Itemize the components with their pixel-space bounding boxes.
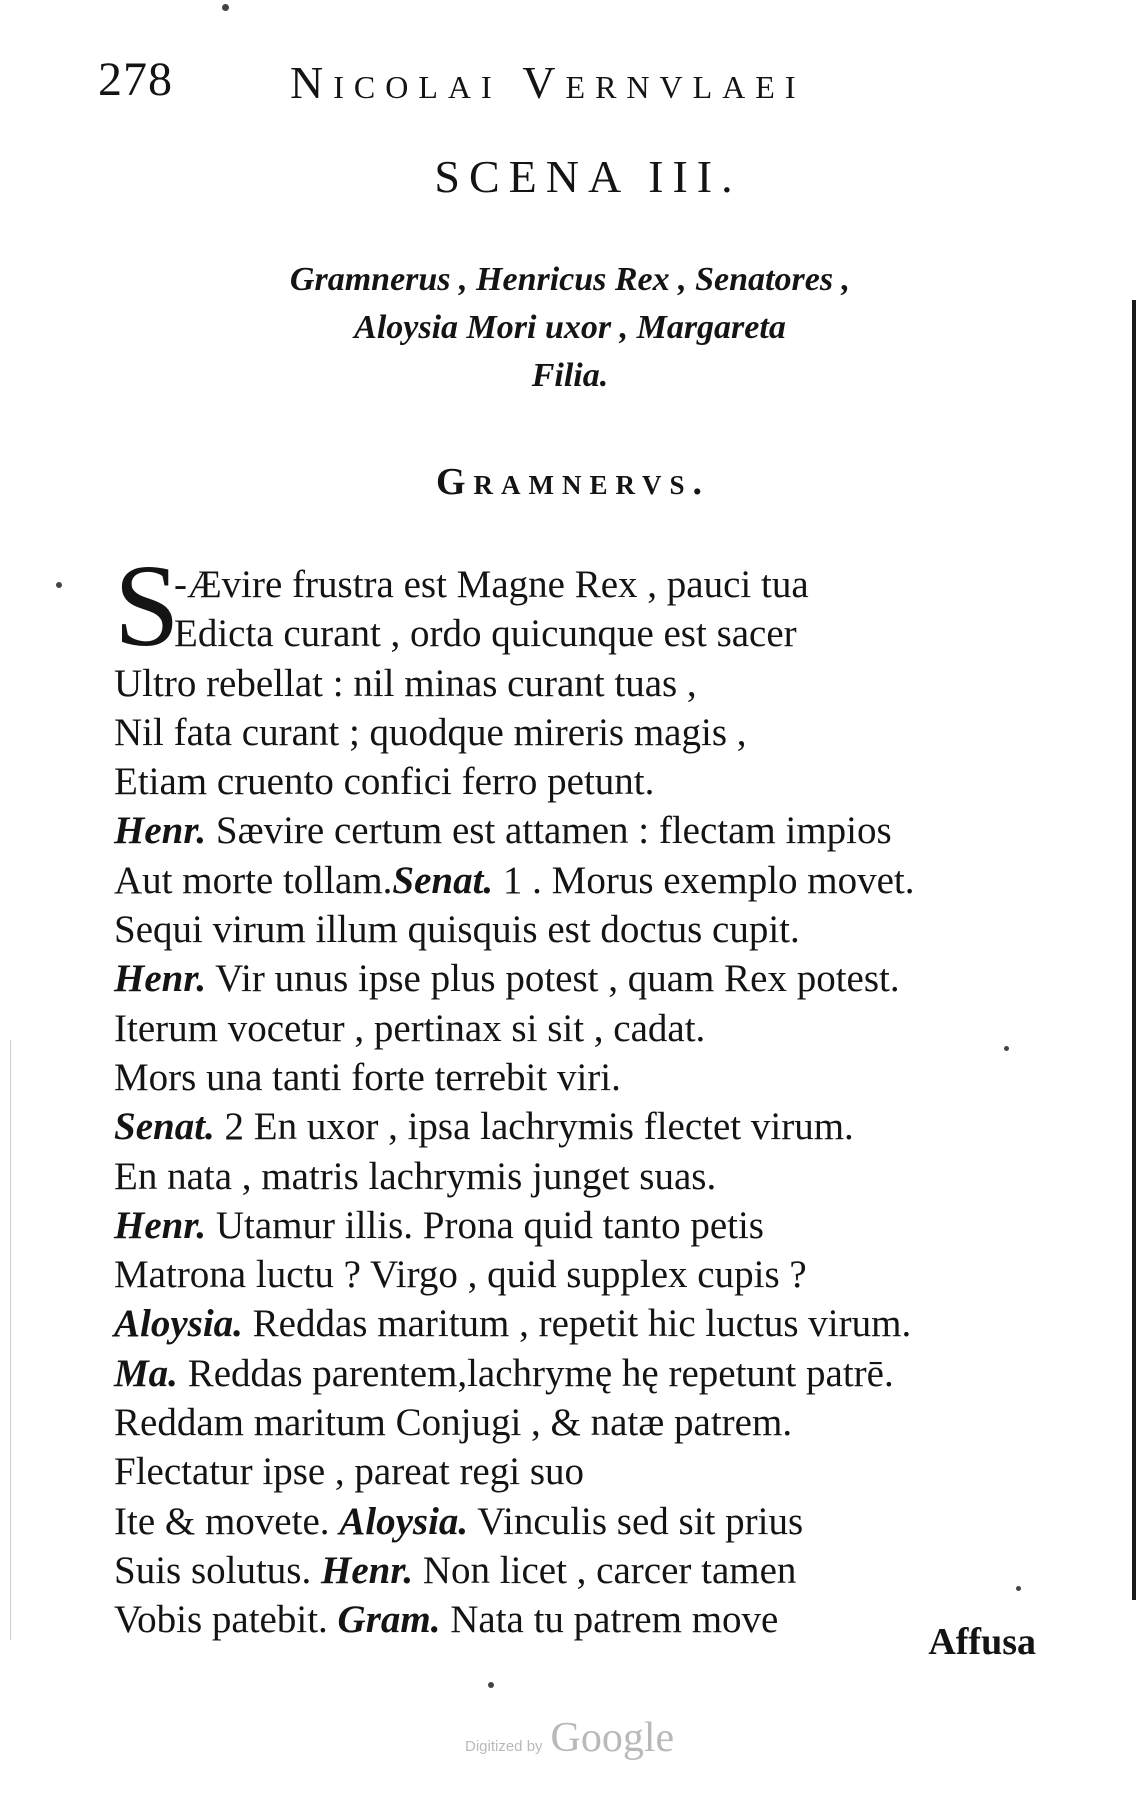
catchword: Affusa (928, 1621, 1036, 1663)
speaker-abbreviation: Gram. (337, 1598, 441, 1642)
running-head: Nicolai Vernvlaei (290, 57, 806, 108)
verse-text-segment: Utamur illis. Prona quid tanto petis (206, 1203, 764, 1247)
verse-line (114, 1250, 1074, 1299)
verse-text-segment: Reddas maritum , repetit hic luctus virum. (242, 1302, 912, 1346)
verse-text-segment: -Ævire frustra est Magne Rex , pauci tua (174, 563, 809, 606)
verse-text-segment: Nil fata curant ; quodque mireris magis , (114, 710, 747, 754)
verse-text-segment: Vinculis sed sit prius (468, 1499, 804, 1543)
ink-speck (222, 4, 229, 11)
personae-line: Filia. (531, 357, 609, 394)
speaker-abbreviation: Senat. (392, 858, 494, 902)
scene-title: SCENA III. (434, 151, 742, 202)
digitized-watermark (465, 1714, 674, 1762)
verse-line (114, 560, 1074, 609)
verse-text-segment: Ultro rebellat : nil minas curant tuas , (114, 661, 697, 705)
page-number: 278 (98, 53, 173, 106)
google-logo: Google (550, 1715, 675, 1761)
dramatis-personae (180, 256, 960, 400)
verse-text-segment: Vobis patebit. (114, 1598, 338, 1642)
speaker-abbreviation: Aloysia. (339, 1499, 469, 1543)
speaker-abbreviation: Senat. (114, 1105, 215, 1149)
verse-text-segment: Non licet , carcer tamen (413, 1548, 797, 1592)
verse-text-segment: Vir unus ipse plus potest , quam Rex potest. (206, 957, 900, 1001)
speaker-heading: Gramnervs. (435, 461, 711, 503)
verse-line (114, 954, 1074, 1003)
ink-speck (1004, 1046, 1009, 1051)
personae-line: Aloysia Mori uxor , Margareta (354, 309, 786, 346)
verse-line (114, 1349, 1074, 1398)
ink-speck (1016, 1586, 1021, 1591)
verse-text-segment: 2 En uxor , ipsa lachrymis flectet virum. (214, 1105, 854, 1149)
verse-text-segment: Suis solutus. (114, 1548, 321, 1592)
personae-line: Gramnerus , Henricus Rex , Senatores , (289, 261, 851, 298)
verse-line (114, 856, 1074, 905)
verse-line (114, 1004, 1074, 1053)
verse-line (114, 905, 1074, 954)
verse-text-segment: Reddam maritum Conjugi , & natæ patrem. (114, 1401, 793, 1445)
verse-text-segment: Etiam cruento confici ferro petunt. (114, 760, 655, 804)
speaker-abbreviation: Aloysia. (114, 1302, 243, 1346)
ink-speck (488, 1682, 494, 1688)
verse-text-segment: Aut morte tollam. (114, 858, 393, 902)
drop-cap-initial: S (114, 540, 180, 671)
verse-line (114, 609, 1074, 658)
speaker-abbreviation: Henr. (114, 957, 207, 1001)
verse-text-segment: Sequi virum illum quisquis est doctus cupit. (114, 908, 800, 952)
speaker-abbreviation: Ma. (114, 1351, 178, 1395)
verse-line (114, 1398, 1074, 1447)
verse-text-segment: Ite & movete. (114, 1499, 340, 1543)
verse-text-segment: Mors una tanti forte terrebit viri. (114, 1055, 621, 1099)
verse-text-segment: Sævire certum est attamen : flectam impios (206, 809, 892, 853)
verse-line (114, 659, 1074, 708)
verse-text-segment: Reddas parentem,lachrymę hę repetunt patrē. (177, 1351, 894, 1395)
verse-text-segment: Edicta curant , ordo quicunque est sacer (174, 612, 797, 656)
verse-line (114, 1152, 1074, 1201)
verse-line (114, 806, 1074, 855)
verse-text-segment: Matrona luctu ? Virgo , quid supplex cupis ? (114, 1253, 807, 1297)
page-left-edge (10, 1040, 11, 1640)
verse-line (114, 1447, 1074, 1496)
verse-text-segment: En nata , matris lachrymis junget suas. (114, 1154, 717, 1198)
verse-text (114, 560, 1074, 1645)
verse-line (114, 757, 1074, 806)
verse-line (114, 1546, 1074, 1595)
verse-text-segment: Iterum vocetur , pertinax si sit , cadat. (114, 1006, 706, 1050)
verse-line (114, 1299, 1074, 1348)
speaker-abbreviation: Henr. (320, 1548, 414, 1592)
verse-text-segment: Flectatur ipse , pareat regi suo (114, 1450, 584, 1494)
verse-text-segment: Nata tu patrem move (440, 1598, 779, 1642)
watermark-prefix: Digitized by (465, 1738, 543, 1755)
verse-line (114, 1201, 1074, 1250)
verse-line (114, 1497, 1074, 1546)
verse-line (114, 1102, 1074, 1151)
ink-speck (56, 582, 62, 588)
speaker-abbreviation: Henr. (114, 1203, 207, 1247)
verse-line (114, 1053, 1074, 1102)
verse-line (114, 708, 1074, 757)
verse-text-segment: 1 . Morus exemplo movet. (493, 858, 915, 902)
speaker-abbreviation: Henr. (114, 809, 207, 853)
